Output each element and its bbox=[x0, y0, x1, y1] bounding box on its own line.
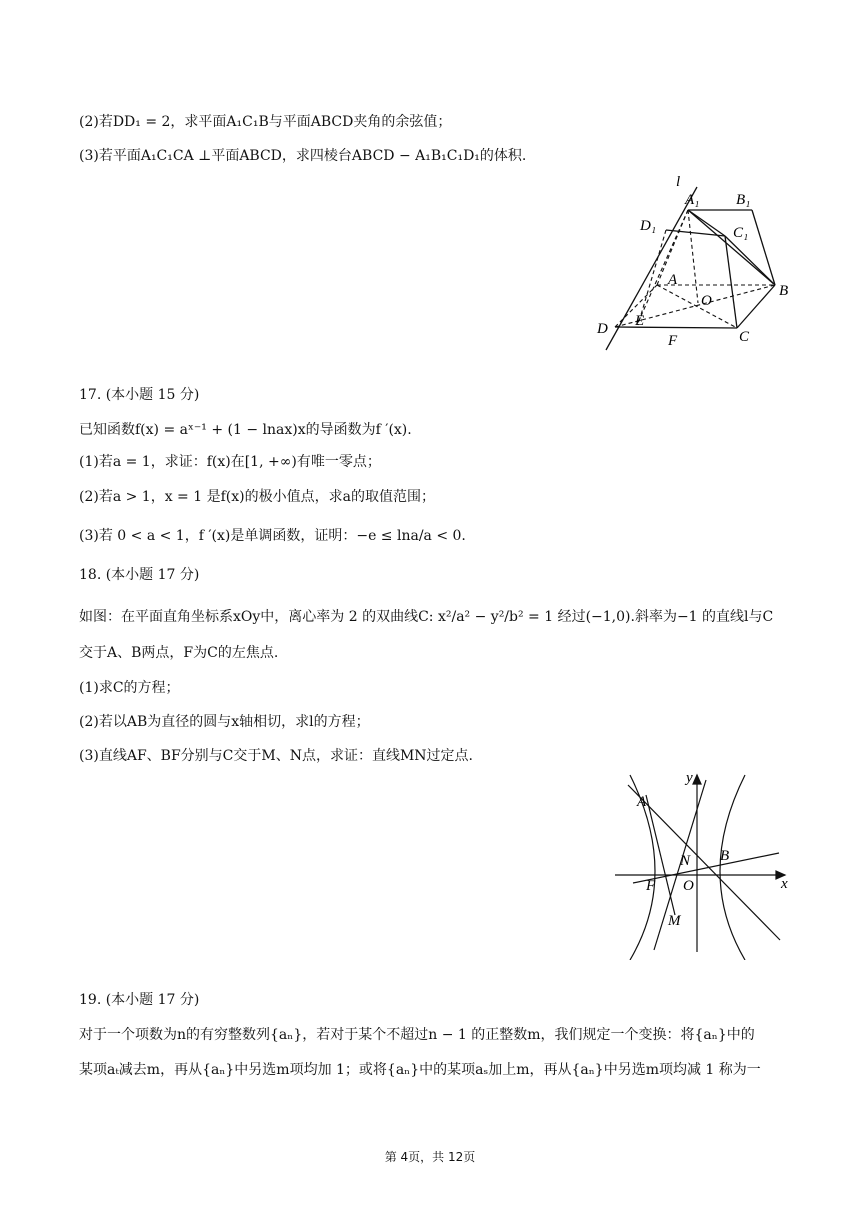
p19-line1: 对于一个项数为n的有穷整数列{aₙ}，若对于某个不超过n − 1 的正整数m，我们规定一个变换：将{aₙ}中的 bbox=[79, 1027, 755, 1043]
page-footer: 第 4页，共 12页 bbox=[384, 1150, 476, 1164]
label-D1: D₁ bbox=[640, 218, 657, 234]
p18-part2: (2)若以AB为直径的圆与x轴相切，求l的方程； bbox=[79, 714, 370, 730]
label-F: F bbox=[668, 333, 678, 349]
p17-heading: 17. (本小题 15 分) bbox=[79, 387, 200, 403]
p16-part2: (2)若DD₁ = 2，求平面A₁C₁B与平面ABCD夹角的余弦值； bbox=[79, 114, 452, 130]
frustum-figure bbox=[590, 170, 810, 360]
p18-part1: (1)求C的方程； bbox=[79, 680, 180, 696]
edge-AC bbox=[657, 285, 737, 328]
edge-C1C bbox=[725, 236, 737, 328]
p17-part2: (2)若a > 1，x = 1 是f(x)的极小值点，求a的取值范围； bbox=[79, 489, 435, 505]
label-A1: A₁ bbox=[685, 192, 700, 208]
p18-stem2: 交于A、B两点，F为C的左焦点. bbox=[79, 645, 279, 661]
label-O: O bbox=[701, 293, 712, 309]
label-l: l bbox=[676, 174, 681, 190]
label-O: O bbox=[683, 878, 694, 894]
edge-A1O bbox=[688, 210, 698, 303]
label-x: x bbox=[781, 876, 788, 892]
label-M: M bbox=[668, 913, 681, 929]
line-l bbox=[628, 785, 780, 940]
label-E: E bbox=[635, 313, 645, 329]
p19-heading: 19. (本小题 17 分) bbox=[79, 992, 200, 1008]
p17-part3: (3)若 0 < a < 1，f ′(x)是单调函数，证明：−e ≤ lna/a < 0. bbox=[79, 528, 466, 544]
p18-part3: (3)直线AF、BF分别与C交于M、N点，求证：直线MN过定点. bbox=[79, 748, 473, 764]
label-A: A bbox=[668, 272, 678, 288]
label-C: C bbox=[739, 329, 750, 345]
label-N: N bbox=[680, 853, 691, 869]
label-C1: C₁ bbox=[733, 225, 749, 241]
p19-line2: 某项aₜ减去m，再从{aₙ}中另选m项均加 1；或将{aₙ}中的某项aₛ加上m，再从{aₙ}中另选m项均减 1 称为一 bbox=[79, 1062, 761, 1078]
y-axis-arrow bbox=[693, 775, 701, 784]
edge-D1E bbox=[638, 230, 666, 325]
label-B: B bbox=[779, 283, 789, 299]
edge-A1B bbox=[688, 210, 775, 285]
label-A: A bbox=[637, 794, 647, 810]
hyperbola-figure bbox=[610, 765, 800, 960]
label-B: B bbox=[720, 848, 730, 864]
edge-CB bbox=[737, 285, 775, 328]
label-B1: B₁ bbox=[736, 192, 751, 208]
label-F: F bbox=[646, 878, 656, 894]
p18-stem1: 如图：在平面直角坐标系xOy中，离心率为 2 的双曲线C: x²/a² − y²/b² = 1 经过(−1,0).斜率为−1 的直线l与C bbox=[79, 609, 774, 625]
edge-A1C1 bbox=[688, 210, 725, 236]
line-l bbox=[606, 187, 700, 350]
label-y: y bbox=[686, 770, 693, 786]
label-D: D bbox=[597, 321, 608, 337]
right-branch bbox=[720, 775, 745, 960]
edge-DC bbox=[615, 327, 737, 328]
p17-stem: 已知函数f(x) = aˣ⁻¹ + (1 − lnax)x的导函数为f ′(x). bbox=[79, 422, 412, 438]
p18-heading: 18. (本小题 17 分) bbox=[79, 567, 200, 583]
p17-part1: (1)若a = 1，求证：f(x)在[1, +∞)有唯一零点； bbox=[79, 454, 381, 470]
p16-part3: (3)若平面A₁C₁CA ⊥平面ABCD，求四棱台ABCD − A₁B₁C₁D₁的体积. bbox=[79, 148, 527, 164]
